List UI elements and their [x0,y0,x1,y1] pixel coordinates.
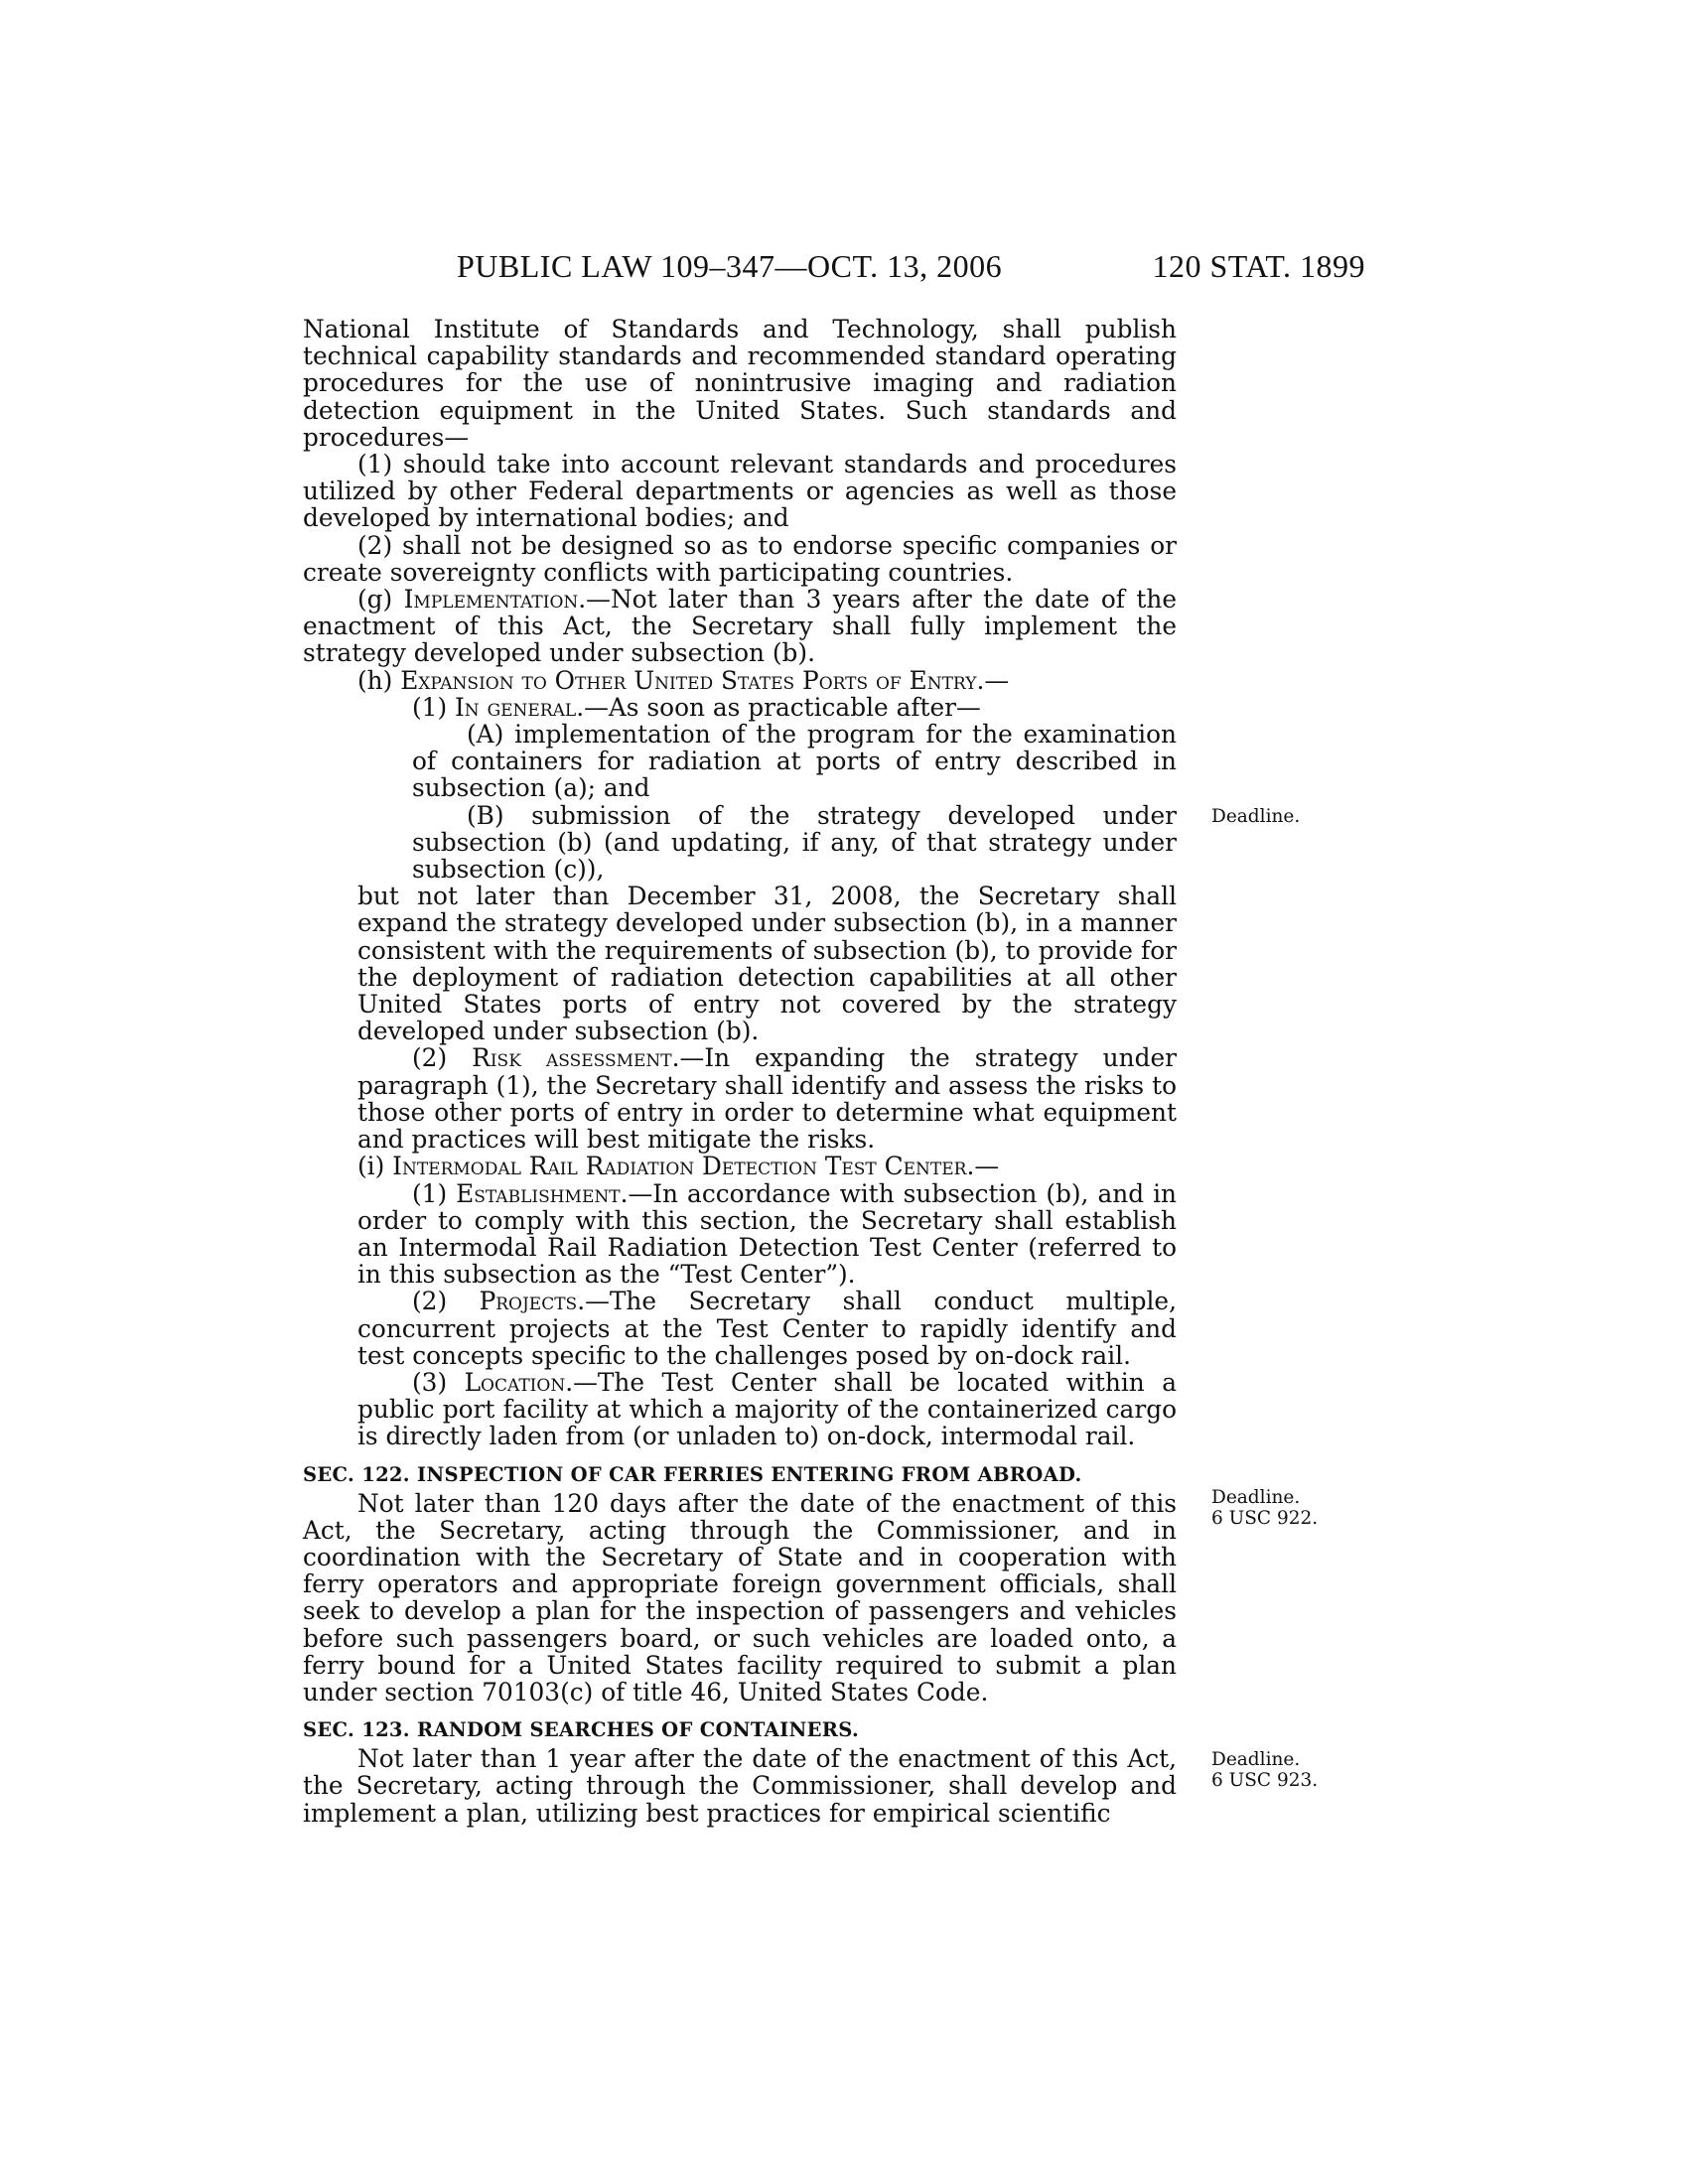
subsection-h-2: (2) Risk assessment.—In expanding the strategy under paragraph (1), the Secretary shall identify and assess the risks to those other ports of entry in order to determine what equipment and practices will best mitigate the risks. [357,1043,1177,1155]
subsection-h-heading: (h) Expansion to Other United States Ports of Entry.— [357,665,1010,695]
section-122-heading: SEC. 122. INSPECTION OF CAR FERRIES ENTERING FROM ABROAD. [303,1462,1082,1486]
subsection-i-heading: (i) Intermodal Rail Radiation Detection Test Center.— [357,1152,1000,1181]
subsection-h-1-B: (B) submission of the strategy developed under subsection (b) (and updating, if any, of that strategy under subsection (c)), [412,800,1177,885]
header-stat-page: 120 STAT. 1899 [1152,248,1365,284]
document-body [303,316,1177,1827]
header-title: PUBLIC LAW 109–347—OCT. 13, 2006 [457,248,1003,284]
paragraph-1: (1) should take into account relevant standards and procedures utilized by other Federal departments or agencies as well as those developed by international bodies; and [303,450,1177,533]
subsection-i-2: (2) Projects.—The Secretary shall conduct multiple, concurrent projects at the Test Center to rapidly identify and test concepts specific to the challenges posed by on-dock rail. [357,1287,1177,1370]
subsection-h-1-A: (A) implementation of the program for the examination of containers for radiation at ports of entry described in subsection (a); and [412,720,1177,803]
margin-note-deadline-1: Deadline. [1211,806,1301,827]
subsection-i-3: (3) Location.—The Test Center shall be located within a public port facility at which a majority of the containerized cargo is directly laden from (or unladen to) on-dock, intermodal rail. [357,1367,1177,1451]
subsection-i-1: (1) Establishment.—In accordance with subsection (b), and in order to comply with this section, the Secretary shall establish an Intermodal Rail Radiation Detection Test Center (referred to in this subsection as the “Test Center”). [357,1178,1177,1290]
section-122-text: Not later than 120 days after the date of the enactment of this Act, the Secretary, acting through the Commissioner, and in coordination with the Secretary of State and in cooperation with ferry operators and appropriate foreign government officials, shall seek to develop a plan for the inspection of passengers and vehicles before such passengers board, or such vehicles are loaded onto, a ferry bound for a United States facility required to submit a plan under section 70103(c) of title 46, United States Code. [303,1488,1177,1706]
section-123-text: Not later than 1 year after the date of the enactment of this Act, the Secretary, acting through the Commissioner, shall develop and implement a plan, utilizing best practices for empirical scientific [303,1744,1177,1828]
section-123-heading: SEC. 123. RANDOM SEARCHES OF CONTAINERS. [303,1718,860,1742]
subsection-h-1: (1) In general.—As soon as practicable after— [412,692,981,722]
running-header [298,248,1365,292]
margin-note-deadline-122: Deadline. 6 USC 922. [1211,1487,1319,1529]
margin-note-deadline-123: Deadline. 6 USC 923. [1211,1749,1319,1791]
intro-paragraph: National Institute of Standards and Technology, shall publish technical capability standards and recommended standard operating procedures for the use of nonintrusive imaging and radiation detection equipment in the United States. Such standards and procedures— [303,315,1177,452]
subsection-h-1-continuation: but not later than December 31, 2008, the Secretary shall expand the strategy developed under subsection (b), in a manner consistent with the requirements of subsection (b), to provide for the deployment of radiation detection capabilities at all other United States ports of entry not covered by the strategy developed under subsection (b). [357,882,1177,1046]
paragraph-2: (2) shall not be designed so as to endorse specific companies or create sovereignty conflicts with participating countries. [303,530,1177,587]
subsection-g: (g) Implementation.—Not later than 3 years after the date of the enactment of this Act, the Secretary shall fully implement the strategy developed under subsection (b). [303,585,1178,668]
subsection-g-heading: Implementation [403,585,579,614]
